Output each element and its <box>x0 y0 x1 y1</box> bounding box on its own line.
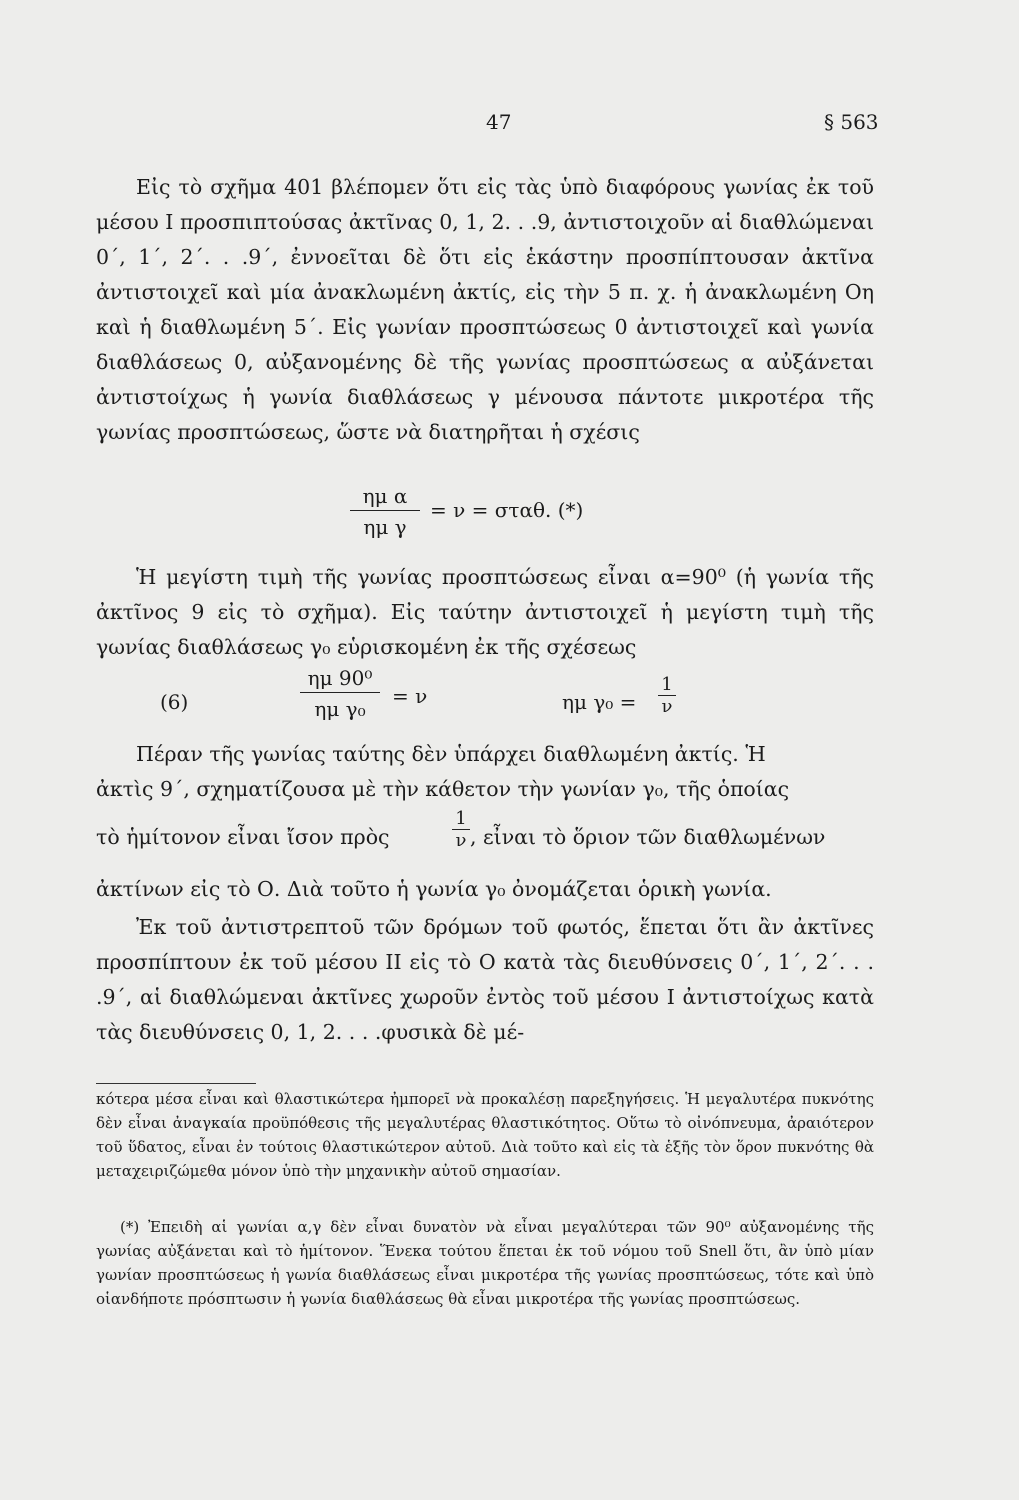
inline-fraction-denominator: ν <box>455 830 467 851</box>
paragraph-3-line-4: ἀκτίνων εἰς τὸ Ο. Διὰ τοῦτο ἡ γωνία γ₀ ὀνομάζεται ὁρικὴ γωνία. <box>96 877 772 901</box>
inline-fraction <box>452 808 470 851</box>
paragraph-4 <box>96 910 874 1050</box>
equation-1-numerator: ημ α <box>350 484 420 511</box>
paragraph-1 <box>96 170 874 450</box>
paragraph-2 <box>96 560 874 665</box>
paragraph-3-line-3-start: τὸ ἡμίτονον εἶναι ἴσον πρὸς <box>96 825 390 849</box>
equation-6b-lhs: ημ γ₀ = <box>562 690 637 714</box>
page-number: 47 <box>486 110 512 134</box>
paragraph-2-text: Ἡ μεγίστη τιμὴ τῆς γωνίας προσπτώσεως εἶναι α=90⁰ (ἡ γωνία τῆς ἀκτῖνος 9 εἰς τὸ σχῆμα). Εἰς ταύτην ἀντιστοιχεῖ ἡ μεγίστη τιμὴ τῆς γωνίας διαθλάσεως γ₀ εὑρισκομένη ἐκ τῆς σχέσεως <box>96 565 874 659</box>
section-number: § 563 <box>824 110 879 134</box>
equation-6-label: (6) <box>160 690 189 714</box>
paragraph-3-line-2: ἀκτὶς 9΄, σχηματίζουσα μὲ τὴν κάθετον τὴν γωνίαν γ₀, τῆς ὁποίας <box>96 777 790 801</box>
equation-6-fraction <box>300 666 380 721</box>
inline-fraction-numerator: 1 <box>452 808 470 830</box>
footnote-continued-text: κότερα μέσα εἶναι καὶ θλαστικώτερα ἠμπορεῖ νὰ προκαλέσῃ παρεξηγήσεις. Ἡ μεγαλυτέρα πυκνότης δὲν εἶναι ἀναγκαία προϋπόθεσις τῆς μεγαλυτέρας θλαστικότητος. Οὕτω τὸ οἰνόπνευμα, ἀραιότερον τοῦ ὕδατος, εἶναι ἐν τούτοις θλαστικώτερον αὐτοῦ. Διὰ τοῦτο καὶ εἰς τὰ ἑξῆς τὸν ὅρον πυκνότης θὰ μεταχειριζώμεθα μόνον ὑπὸ τὴν μηχανικὴν αὐτοῦ σημασίαν. <box>96 1090 874 1180</box>
equation-6b-fraction <box>658 674 676 717</box>
equation-6b-denominator: ν <box>661 696 673 717</box>
paragraph-4-text: Ἐκ τοῦ ἀντιστρεπτοῦ τῶν δρόμων τοῦ φωτός, ἕπεται ὅτι ἂν ἀκτῖνες προσπίπτουν ἐκ τοῦ μέσου ΙΙ εἰς τὸ Ο κατὰ τὰς διευθύνσεις 0΄, 1΄, 2΄. . . .9΄, αἱ διαθλώμεναι ἀκτῖνες χωροῦν ἐντὸς τοῦ μέσου Ι ἀντιστοίχως κατὰ τὰς διευθύνσεις 0, 1, 2. . . .φυσικὰ δὲ μέ- <box>96 915 874 1044</box>
equation-1-rhs: = ν = σταθ. (*) <box>430 498 584 522</box>
equation-6-numerator: ημ 90⁰ <box>300 666 380 693</box>
footnote-continued <box>96 1087 874 1183</box>
equation-1-fraction <box>350 484 420 539</box>
paragraph-1-text: Εἰς τὸ σχῆμα 401 βλέπομεν ὅτι εἰς τὰς ὑπὸ διαφόρους γωνίας ἐκ τοῦ μέσου Ι προσπιπτούσας ἀκτῖνας 0, 1, 2. . .9, ἀντιστοιχοῦν αἱ διαθλώμεναι 0΄, 1΄, 2΄. . .9΄, ἐννοεῖται δὲ ὅτι εἰς ἑκάστην προσπίπτουσαν ἀκτῖνα ἀντιστοιχεῖ καὶ μία ἀνακλωμένη ἀκτίς, εἰς τὴν 5 π. χ. ἡ ἀνακλωμένη Οη καὶ ἡ διαθλωμένη 5΄. Εἰς γωνίαν προσπτώσεως 0 ἀντιστοιχεῖ καὶ γωνία διαθλάσεως 0, αὐξανομένης δὲ τῆς γωνίας προσπτώσεως α αὐξάνεται ἀντιστοίχως ἡ γωνία διαθλάσεως γ μένουσα πάντοτε μικροτέρα τῆς γωνίας προσπτώσεως, ὥστε νὰ διατηρῆται ἡ σχέσις <box>96 175 874 444</box>
paragraph-3-line-3-end: , εἶναι τὸ ὅριον τῶν διαθλωμένων <box>470 825 826 849</box>
footnote-divider <box>96 1083 256 1084</box>
equation-6b-numerator: 1 <box>658 674 676 696</box>
equation-1-denominator: ημ γ <box>363 515 407 539</box>
footnote-asterisk <box>96 1215 874 1311</box>
paragraph-3-line-1: Πέραν τῆς γωνίας ταύτης δὲν ὑπάρχει διαθλωμένη ἀκτίς. Ἡ <box>136 742 766 766</box>
equation-6-rhs: = ν <box>392 684 428 708</box>
equation-6-denominator: ημ γ₀ <box>314 697 366 721</box>
footnote-asterisk-text: (*) Ἐπειδὴ αἱ γωνίαι α,γ δὲν εἶναι δυνατὸν νὰ εἶναι μεγαλύτεραι τῶν 90⁰ αὐξανομένης τῆς γωνίας αὐξάνεται καὶ τὸ ἡμίτονον. Ἕνεκα τούτου ἕπεται ἐκ τοῦ νόμου τοῦ Snell ὅτι, ἂν ὑπὸ μίαν γωνίαν προσπτώσεως ἡ γωνία διαθλάσεως εἶναι μικροτέρα τῆς γωνίας προσπτώσεως, τότε καὶ ὑπὸ οἱανδήποτε πρόσπτωσιν ἡ γωνία διαθλάσεως θὰ εἶναι μικροτέρα τῆς γωνίας προσπτώσεως. <box>96 1218 874 1308</box>
